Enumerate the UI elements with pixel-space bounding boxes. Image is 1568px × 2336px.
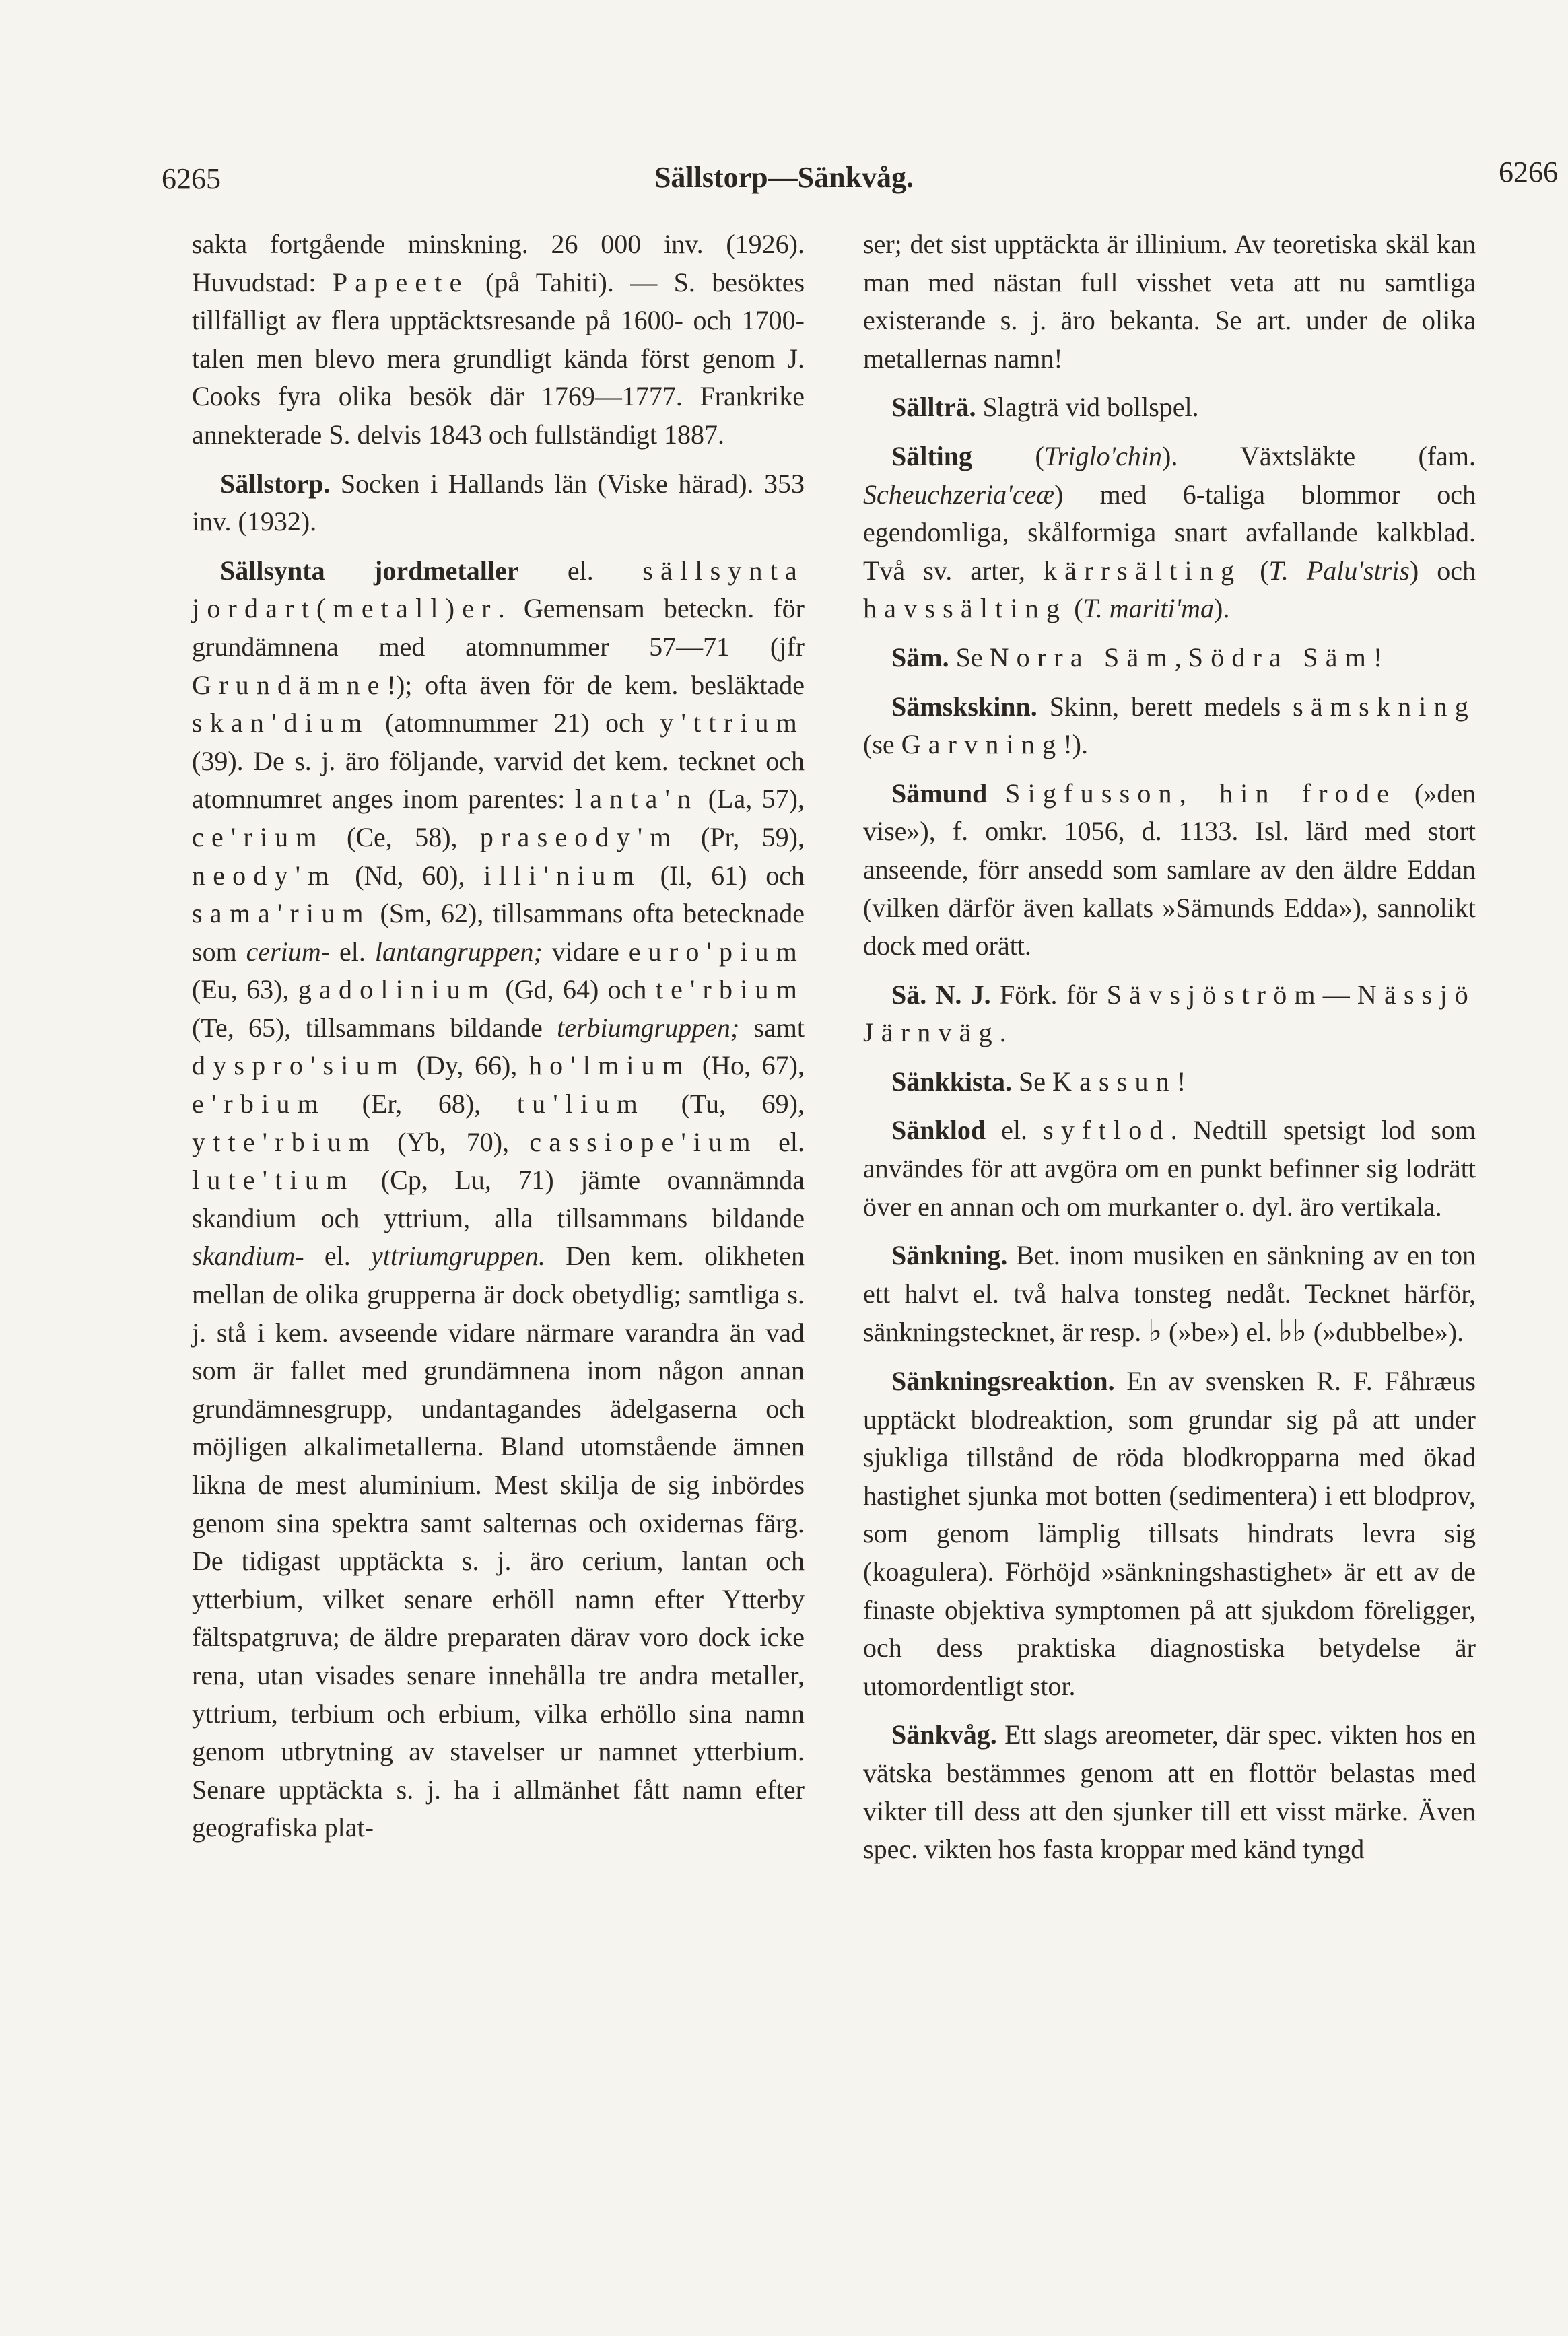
text: (Eu, 63), bbox=[192, 974, 298, 1005]
italic-term: T. Palu'stris bbox=[1268, 555, 1410, 586]
text: samt bbox=[739, 1012, 805, 1043]
headword: Sälting bbox=[891, 440, 973, 471]
spaced-term: syftlod bbox=[1043, 1115, 1171, 1146]
text: (Yb, 70), bbox=[376, 1126, 530, 1157]
headword: Sänkkista. bbox=[891, 1066, 1012, 1097]
spaced-term: gadolinium bbox=[298, 974, 497, 1005]
text: el. bbox=[518, 555, 643, 586]
text: Skinn, berett medels bbox=[1037, 691, 1293, 722]
italic-term: cerium- bbox=[246, 936, 331, 967]
headword: Sällstorp. bbox=[220, 468, 331, 499]
spaced-term: Sävsjöström—Nässjö Järnväg bbox=[863, 979, 1476, 1048]
text: (»den vise»), f. omkr. 1056, d. 1133. Isl. lärd med stort anseende, förr ansedd som samlare av den äldre Eddan (vilken därför även kallats »Sämunds Edda»), sannolikt dock med orätt. bbox=[863, 778, 1476, 961]
running-title: Sällstorp—Sänkvåg. bbox=[654, 161, 914, 194]
spaced-term: ho'lmium bbox=[528, 1050, 691, 1081]
page-header bbox=[0, 148, 1568, 202]
headword: Sä. N. J. bbox=[891, 979, 991, 1010]
entry-sankning bbox=[863, 1237, 1476, 1352]
text: (Dy, 66), bbox=[405, 1050, 529, 1081]
spaced-term: havssälting bbox=[863, 593, 1068, 624]
spaced-term: Papeete bbox=[332, 267, 469, 298]
spaced-term: illi'nium bbox=[483, 860, 642, 891]
text: Se bbox=[949, 642, 990, 673]
spaced-term: Norra Säm bbox=[989, 642, 1175, 673]
text: (Te, 65), tillsammans bildande bbox=[192, 1012, 557, 1043]
entry-sanklod bbox=[863, 1111, 1476, 1226]
text: (på Tahiti). — S. besöktes tillfälligt av flera upptäcktsresande på 1600- och 1700-talen men blevo mera grundligt kända först genom J. Cooks fyra olika besök där 1769—1777. Frankrike annekterade S. delvis 1843 och fullständigt 1887. bbox=[192, 267, 805, 450]
text: ! bbox=[1176, 1066, 1186, 1097]
text: el. bbox=[304, 1241, 372, 1272]
entry-text: Ett slags areometer, där spec. vikten hos en vätska bestämmes genom att en flottör belastas med vikter till dess att den sjunker till ett visst märke. Även spec. vikten hos fasta kroppar med känd tyngd bbox=[863, 1719, 1476, 1865]
spaced-term: praseody'm bbox=[479, 821, 679, 852]
spaced-term: lute'tium bbox=[192, 1165, 355, 1196]
entry-text: Socken i Hallands län (Viske härad). 353 inv. (1932). bbox=[192, 468, 805, 537]
spaced-term: e'rbium bbox=[192, 1089, 326, 1120]
text: ). bbox=[1214, 593, 1230, 624]
text: Se bbox=[1011, 1066, 1052, 1097]
entry-continuation bbox=[192, 226, 805, 454]
entry-salting bbox=[863, 438, 1476, 628]
spaced-term: Kassun bbox=[1052, 1066, 1177, 1097]
spaced-term: sämskning bbox=[1293, 691, 1476, 722]
text: (atomnummer 21) och bbox=[369, 708, 660, 738]
headword: Sänkning. bbox=[891, 1240, 1008, 1271]
text: ( bbox=[972, 440, 1044, 471]
spaced-term: Sigfusson, hin frode bbox=[1005, 778, 1397, 809]
spaced-term: Grundämne bbox=[192, 669, 387, 700]
text: (Cp, Lu, 71) jämte ovannämnda skandium och yttrium, alla tillsammans bildande bbox=[192, 1165, 805, 1233]
italic-term: yttriumgruppen. bbox=[371, 1241, 545, 1272]
text: (Ho, 67), bbox=[691, 1050, 805, 1081]
spaced-term: tu'lium bbox=[516, 1089, 645, 1120]
text: ( bbox=[1241, 555, 1269, 586]
entry-sankvag bbox=[863, 1716, 1476, 1868]
spaced-term: te'rbium bbox=[655, 974, 805, 1005]
text: (Sm, 62), tillsammans ofta betecknade som bbox=[192, 898, 805, 967]
entry-sam bbox=[863, 639, 1476, 677]
entry-sallstorp bbox=[192, 465, 805, 541]
text: . Nedtill spetsigt lod som användes för att avgöra om en punkt befinner sig lodrätt över en annan och om murkanter o. dyl. äro vertikala. bbox=[863, 1115, 1476, 1222]
text: ( bbox=[1067, 593, 1083, 624]
entry-text: En av svensken R. F. Fåhræus upptäckt blodreaktion, som grundar sig på att under sjukliga tillstånd de röda blodkropparna med ökad hastighet sjunka mot botten (sedimentera) i ett blodprov, som genom lämplig tillsats hindrats levra sig (koagulera). Förhöjd »sänkningshastighet» är ett av de finaste objektiva symptomen på att sjukdom föreligger, och dess praktiska diagnostiska betydelse är utomordentligt stor. bbox=[863, 1366, 1476, 1701]
entry-samund bbox=[863, 775, 1476, 965]
text: (Nd, 60), bbox=[336, 860, 484, 891]
headword: Sänklod bbox=[891, 1115, 986, 1146]
italic-term: terbiumgruppen; bbox=[557, 1012, 740, 1043]
spaced-term: skan'dium bbox=[192, 708, 370, 738]
text: (Il, 61) och bbox=[641, 860, 805, 891]
text: . bbox=[999, 1017, 1007, 1048]
spaced-term: y'ttrium bbox=[660, 708, 805, 738]
entry-sallsynta-jordmetaller bbox=[192, 552, 805, 1847]
spaced-term: ce'rium bbox=[192, 821, 325, 852]
page-number-right: 6266 bbox=[1499, 156, 1558, 188]
right-column bbox=[863, 226, 1476, 1880]
entry-sankningsreaktion bbox=[863, 1363, 1476, 1705]
text: Bet. inom musiken en sänkning av en ton ett halvt el. två halva tonsteg nedåt. Tecknet härför, sänkningstecknet, är resp. bbox=[863, 1240, 1476, 1348]
text: !); ofta även för de kem. besläktade bbox=[386, 669, 805, 700]
left-column bbox=[192, 226, 805, 1858]
spaced-term: ytte'rbium bbox=[192, 1126, 377, 1157]
italic-term: Triglo'chin bbox=[1044, 440, 1163, 471]
text: . Gemensam beteckn. för grundämnena med atomnummer 57—71 (jfr bbox=[192, 593, 805, 662]
spaced-term: sama'rium bbox=[192, 898, 371, 929]
italic-term: T. mariti'ma bbox=[1083, 593, 1215, 624]
page-number-left: 6265 bbox=[162, 162, 221, 195]
flat-sign-icon: ♭ bbox=[1148, 1315, 1162, 1348]
spaced-term: sällsynta jordart(metall)er bbox=[192, 555, 805, 624]
spaced-term: lanta'n bbox=[574, 784, 699, 815]
text: (Ce, 58), bbox=[324, 821, 480, 852]
text: (»be») el. bbox=[1161, 1317, 1279, 1348]
italic-term: lantangruppen; bbox=[374, 936, 543, 967]
text: ! bbox=[1373, 642, 1383, 673]
italic-term: Scheuchzeria'ceæ bbox=[863, 479, 1055, 510]
spaced-term: kärrsälting bbox=[1043, 555, 1242, 586]
spaced-term: Garvning bbox=[901, 729, 1064, 760]
text: (Gd, 64) och bbox=[496, 974, 656, 1005]
entry-sallta bbox=[863, 388, 1476, 427]
headword: Sänkningsreaktion. bbox=[891, 1366, 1115, 1397]
text: (Er, 68), bbox=[325, 1089, 517, 1120]
headword: Sällträ. bbox=[891, 392, 976, 423]
spaced-term: Södra Säm bbox=[1188, 642, 1374, 673]
headword: Sämund bbox=[891, 778, 988, 809]
headword: Säm. bbox=[891, 642, 949, 673]
double-flat-sign-icon: ♭♭ bbox=[1279, 1315, 1307, 1348]
text: ) med 6-taliga blommor och egendomliga, skålformiga snart avfallande kalkblad. Två sv. arter, bbox=[863, 479, 1476, 586]
headword: Sällsynta jordmetaller bbox=[220, 555, 519, 586]
headword: Sänkvåg. bbox=[891, 1719, 997, 1750]
text: ). Växtsläkte (fam. bbox=[1162, 440, 1476, 471]
text: Den kem. olikheten mellan de olika grupperna är dock obetydlig; samtliga s. j. stå i kem. avseende vidare närmare varandra än vad som är fallet med grundämnena inom någon annan grundämnesgrupp, undantagandes ädelgaserna och möjligen alkalimetallerna. Bland utomstående ämnen likna de mest aluminium. Mest skilja de sig inbördes genom sina spektra samt salternas och oxidernas färg. De tidigast upptäckta s. j. äro cerium, lantan och ytterbium, vilket senare erhöll namn efter Ytterby fältspatgruva; de äldre preparaten därav voro dock icke rena, utan visades senare innehålla tre andra metaller, yttrium, terbium och erbium, vilka erhöllo sina namn genom utbrytning av stavelser ur namnet ytterbium. Senare upptäckta s. j. ha i allmänhet fått namn efter geografiska plat- bbox=[192, 1241, 805, 1843]
text: ) och bbox=[1409, 555, 1476, 586]
text: (»dubbelbe»). bbox=[1306, 1317, 1464, 1348]
text bbox=[987, 778, 1005, 809]
spaced-term: dyspro'sium bbox=[192, 1050, 406, 1081]
text: (Pr, 59), bbox=[678, 821, 805, 852]
text: sakta fortgående minskning. 26 000 inv. (1926). Huvudstad: bbox=[192, 229, 805, 298]
text: (Tu, 69), bbox=[644, 1089, 805, 1120]
spaced-term: euro'pium bbox=[628, 936, 805, 967]
text: (39). De s. j. äro följande, varvid det kem. tecknet och atomnumret anges inom parentes: bbox=[192, 745, 805, 815]
text: (se bbox=[863, 729, 901, 760]
text: vidare bbox=[542, 936, 629, 967]
text: el. bbox=[986, 1115, 1044, 1146]
entry-text: Slagträ vid bollspel. bbox=[976, 392, 1199, 423]
text: el. bbox=[330, 936, 375, 967]
text: , bbox=[1174, 642, 1188, 673]
entry-continuation: ser; det sist upptäckta är illinium. Av teoretiska skäl kan man med nästan full visshet veta att nu samtliga existerande s. j. äro bekanta. Se art. under de olika metallernas namn! bbox=[863, 229, 1476, 374]
spaced-term: cassiope'ium bbox=[529, 1126, 758, 1157]
spaced-term: neody'm bbox=[192, 860, 337, 891]
italic-term: skandium- bbox=[192, 1241, 304, 1272]
text: Förk. för bbox=[990, 979, 1107, 1010]
entry-samskskinn bbox=[863, 688, 1476, 764]
headword: Sämskskinn. bbox=[891, 691, 1037, 722]
entry-sanj bbox=[863, 976, 1476, 1052]
entry-sankkista bbox=[863, 1063, 1476, 1101]
text: !). bbox=[1063, 729, 1088, 760]
text: (La, 57), bbox=[698, 784, 805, 815]
text: el. bbox=[757, 1126, 805, 1157]
